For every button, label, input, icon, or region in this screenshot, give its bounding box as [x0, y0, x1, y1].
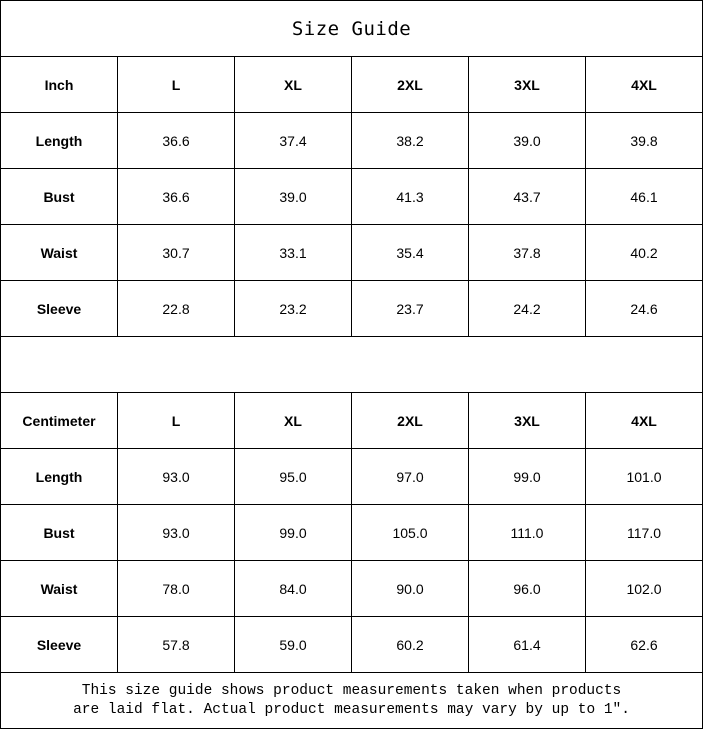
- note-row: [1, 673, 703, 729]
- cm-size-header: XL: [235, 393, 352, 449]
- measure-value: 23.7: [352, 281, 469, 337]
- measure-value: 84.0: [235, 561, 352, 617]
- table-row: [1, 449, 703, 505]
- measure-value: 22.8: [118, 281, 235, 337]
- cm-unit-label: Centimeter: [1, 393, 118, 449]
- measure-label: Sleeve: [1, 617, 118, 673]
- table-row: [1, 113, 703, 169]
- measure-label: Waist: [1, 561, 118, 617]
- table-row: [1, 505, 703, 561]
- note-line-2: are laid flat. Actual product measurements may vary by up to 1″.: [73, 701, 630, 718]
- measure-value: 96.0: [469, 561, 586, 617]
- cm-size-header: L: [118, 393, 235, 449]
- measure-value: 99.0: [235, 505, 352, 561]
- measure-value: 39.8: [586, 113, 703, 169]
- table-row: [1, 225, 703, 281]
- measure-value: 36.6: [118, 113, 235, 169]
- measure-value: 62.6: [586, 617, 703, 673]
- measure-value: 23.2: [235, 281, 352, 337]
- table-row: [1, 169, 703, 225]
- measure-value: 111.0: [469, 505, 586, 561]
- measurement-note: [1, 673, 703, 729]
- measure-value: 40.2: [586, 225, 703, 281]
- measure-value: 39.0: [235, 169, 352, 225]
- measure-value: 35.4: [352, 225, 469, 281]
- measure-value: 97.0: [352, 449, 469, 505]
- inch-size-header: 4XL: [586, 57, 703, 113]
- measure-value: 101.0: [586, 449, 703, 505]
- measure-value: 105.0: [352, 505, 469, 561]
- measure-value: 37.4: [235, 113, 352, 169]
- measure-value: 90.0: [352, 561, 469, 617]
- table-row: [1, 281, 703, 337]
- note-line-1: This size guide shows product measurements taken when products: [81, 682, 622, 699]
- measure-label: Bust: [1, 169, 118, 225]
- measure-label: Length: [1, 449, 118, 505]
- inch-size-header: 2XL: [352, 57, 469, 113]
- measure-value: 24.6: [586, 281, 703, 337]
- measure-value: 99.0: [469, 449, 586, 505]
- cm-size-header: 4XL: [586, 393, 703, 449]
- measure-value: 93.0: [118, 449, 235, 505]
- cm-size-header: 2XL: [352, 393, 469, 449]
- inch-size-header: 3XL: [469, 57, 586, 113]
- measure-value: 37.8: [469, 225, 586, 281]
- table-row: [1, 617, 703, 673]
- measure-value: 24.2: [469, 281, 586, 337]
- measure-value: 61.4: [469, 617, 586, 673]
- table-row: [1, 561, 703, 617]
- measure-value: 117.0: [586, 505, 703, 561]
- measure-label: Bust: [1, 505, 118, 561]
- measure-label: Sleeve: [1, 281, 118, 337]
- cm-header-row: [1, 393, 703, 449]
- measure-value: 93.0: [118, 505, 235, 561]
- measure-value: 57.8: [118, 617, 235, 673]
- measure-value: 102.0: [586, 561, 703, 617]
- measure-value: 46.1: [586, 169, 703, 225]
- measure-value: 33.1: [235, 225, 352, 281]
- title-row: [1, 1, 703, 57]
- spacer-row: [1, 337, 703, 393]
- inch-size-header: L: [118, 57, 235, 113]
- measure-value: 30.7: [118, 225, 235, 281]
- inch-size-header: XL: [235, 57, 352, 113]
- cm-size-header: 3XL: [469, 393, 586, 449]
- measure-value: 38.2: [352, 113, 469, 169]
- measure-label: Waist: [1, 225, 118, 281]
- measure-value: 78.0: [118, 561, 235, 617]
- page-title: Size Guide: [1, 1, 703, 57]
- measure-value: 36.6: [118, 169, 235, 225]
- measure-value: 43.7: [469, 169, 586, 225]
- measure-value: 59.0: [235, 617, 352, 673]
- measure-value: 95.0: [235, 449, 352, 505]
- inch-unit-label: Inch: [1, 57, 118, 113]
- measure-value: 60.2: [352, 617, 469, 673]
- measure-value: 39.0: [469, 113, 586, 169]
- inch-header-row: [1, 57, 703, 113]
- measure-value: 41.3: [352, 169, 469, 225]
- measure-label: Length: [1, 113, 118, 169]
- spacer-cell: [1, 337, 703, 393]
